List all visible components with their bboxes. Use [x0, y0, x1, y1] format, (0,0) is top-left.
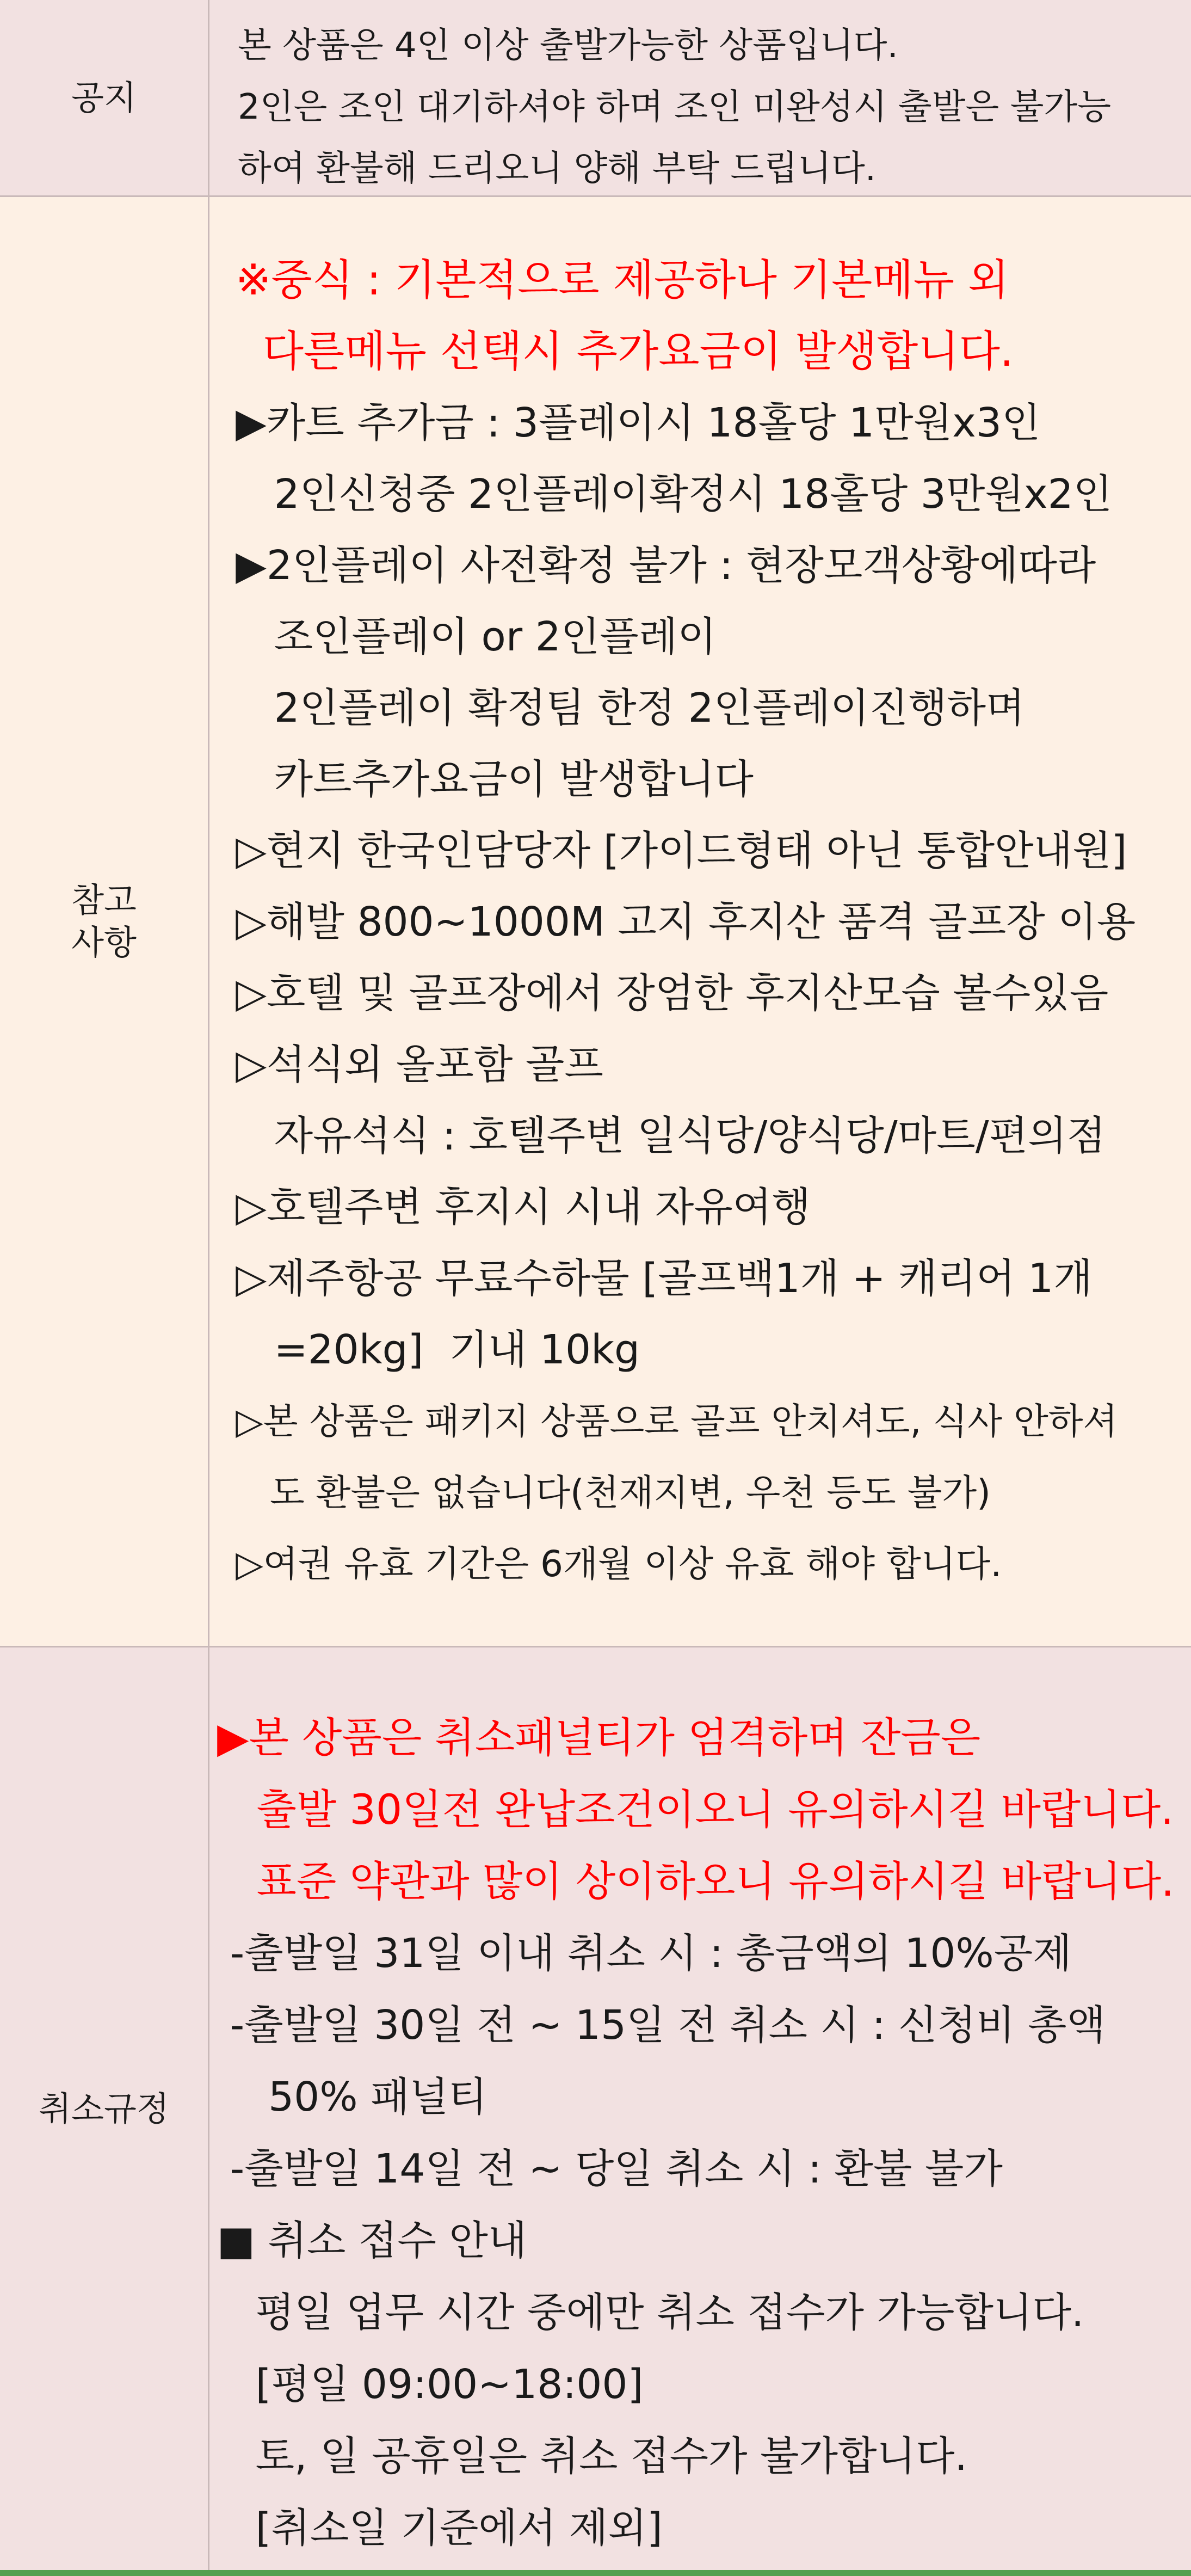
reference-bullet: ▷호텔주변 후지시 시내 자유여행	[236, 1184, 811, 1231]
cancel-reception-line: 평일 업무 시간 중에만 취소 접수가 가능합니다.	[217, 2289, 1084, 2336]
notice-content	[209, 0, 1191, 195]
notice-label: 공지	[0, 0, 209, 195]
cancel-reception-line: [평일 09:00~18:00]	[217, 2361, 644, 2408]
lunch-notice-line: ※중식 : 기본적으로 제공하나 기본메뉴 외	[236, 256, 1009, 305]
cancel-policy-label: 취소규정	[0, 1647, 209, 2570]
cart-fee-line: 2인신청중 2인플레이확정시 18홀당 3만원x2인	[236, 471, 1113, 518]
cancel-reception-heading: ■ 취소 접수 안내	[217, 2217, 527, 2264]
notice-line: 본 상품은 4인 이상 출발가능한 상품입니다.	[238, 26, 898, 66]
reference-bullet: 도 환불은 없습니다(천재지변, 우천 등도 불가)	[236, 1472, 991, 1514]
notice-line: 하여 환불해 드리오니 양해 부탁 드립니다.	[238, 149, 877, 189]
notice-line: 2인은 조인 대기하셔야 하며 조인 미완성시 출발은 불가능	[238, 87, 1112, 127]
notice-row	[0, 0, 1191, 197]
cancel-reception-line: 토, 일 공휴일은 취소 접수가 불가합니다.	[217, 2433, 967, 2480]
reference-content	[209, 197, 1191, 1646]
cancel-rule-line: -출발일 14일 전 ~ 당일 취소 시 : 환불 불가	[217, 2145, 1003, 2192]
cancel-policy-content	[209, 1647, 1191, 2570]
two-player-line: 조인플레이 or 2인플레이	[236, 613, 717, 660]
cancel-rule-line: -출발일 31일 이내 취소 시 : 총금액의 10%공제	[217, 1930, 1072, 1977]
cancel-reception-line: [취소일 기준에서 제외]	[217, 2505, 663, 2552]
reference-bullet: ▷해발 800~1000M 고지 후지산 품격 골프장 이용	[236, 899, 1136, 945]
cancel-rule-line: -출발일 30일 전 ~ 15일 전 취소 시 : 신청비 총액	[217, 2002, 1106, 2049]
cart-fee-line: ▶카트 추가금 : 3플레이시 18홀당 1만원x3인	[236, 399, 1041, 446]
reference-bullet: ▷제주항공 무료수하물 [골프백1개 + 캐리어 1개	[236, 1255, 1093, 1302]
two-player-line: 카트추가요금이 발생합니다	[236, 756, 754, 803]
reference-bullet: ▷여권 유효 기간은 6개월 이상 유효 해야 합니다.	[236, 1543, 1002, 1585]
cancel-rule-line: 50% 패널티	[217, 2074, 487, 2120]
reference-bullet: ▷호텔 및 골프장에서 장엄한 후지산모습 볼수있음	[236, 970, 1109, 1017]
cancel-warning-line: 표준 약관과 많이 상이하오니 유의하시길 바랍니다.	[217, 1857, 1175, 1905]
two-player-line: 2인플레이 확정팀 한정 2인플레이진행하며	[236, 685, 1025, 731]
cancel-warning-line: 출발 30일전 완납조건이오니 유의하시길 바랍니다.	[217, 1785, 1174, 1834]
reference-bullet: ▷석식외 올포함 골프	[236, 1041, 603, 1088]
cancel-warning-line: ▶본 상품은 취소패널티가 엄격하며 잔금은	[217, 1713, 981, 1762]
bottom-bar	[0, 2570, 1191, 2576]
reference-bullet: =20kg] 기내 10kg	[236, 1326, 640, 1373]
lunch-notice-line: 다른메뉴 선택시 추가요금이 발생합니다.	[236, 327, 1014, 376]
two-player-line: ▶2인플레이 사전확정 불가 : 현장모객상황에따라	[236, 542, 1096, 589]
reference-label: 참고 사항	[0, 197, 209, 1646]
reference-bullet: ▷본 상품은 패키지 상품으로 골프 안치셔도, 식사 안하셔	[236, 1400, 1118, 1442]
reference-bullet: ▷현지 한국인담당자 [가이드형태 아닌 통합안내원]	[236, 827, 1127, 874]
reference-bullet: 자유석식 : 호텔주변 일식당/양식당/마트/편의점	[236, 1112, 1106, 1159]
cancel-policy-row	[0, 1647, 1191, 2570]
reference-row	[0, 197, 1191, 1647]
